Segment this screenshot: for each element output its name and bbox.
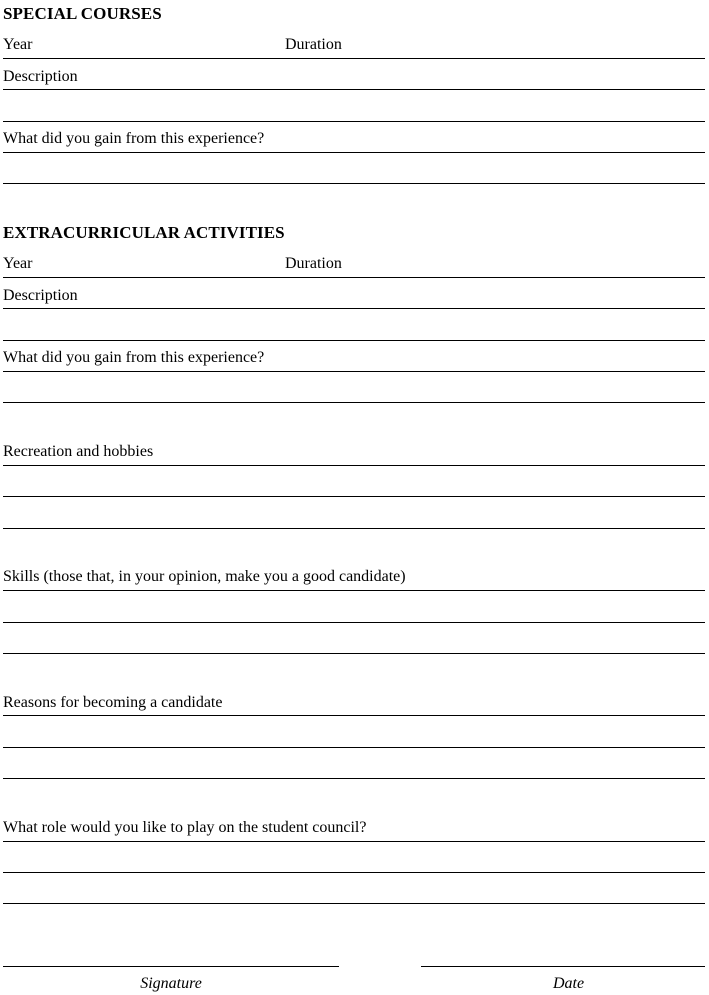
extracurricular-description-label: Description <box>3 287 78 304</box>
special-courses-heading: SPECIAL COURSES <box>3 4 162 23</box>
date-line[interactable] <box>421 966 705 967</box>
recreation-line-3[interactable] <box>3 528 705 529</box>
special-courses-description-label: Description <box>3 68 78 85</box>
role-line-3[interactable] <box>3 903 705 904</box>
extracurricular-gain-label: What did you gain from this experience? <box>3 349 265 366</box>
special-courses-gain-label: What did you gain from this experience? <box>3 130 265 147</box>
skills-line-3[interactable] <box>3 653 705 654</box>
role-line-2[interactable] <box>3 872 705 873</box>
special-courses-duration-label: Duration <box>285 36 342 53</box>
extracurricular-year-label: Year <box>3 255 33 272</box>
signature-caption: Signature <box>140 975 202 992</box>
role-label: What role would you like to play on the student council? <box>3 819 367 836</box>
recreation-line-1[interactable] <box>3 465 705 466</box>
date-caption: Date <box>552 975 585 992</box>
special-courses-gain-line-2[interactable] <box>3 183 705 184</box>
special-courses-year-label: Year <box>3 36 33 53</box>
extracurricular-duration-label: Duration <box>285 255 342 272</box>
recreation-label: Recreation and hobbies <box>3 443 154 460</box>
special-courses-description-line-1[interactable] <box>3 89 705 90</box>
extracurricular-gain-line-2[interactable] <box>3 402 705 403</box>
reasons-line-3[interactable] <box>3 778 705 779</box>
special-courses-gain-line-1[interactable] <box>3 152 705 153</box>
extracurricular-description-line-2[interactable] <box>3 340 705 341</box>
extracurricular-gain-line-1[interactable] <box>3 371 705 372</box>
reasons-line-2[interactable] <box>3 747 705 748</box>
skills-label: Skills (those that, in your opinion, make you a good candidate) <box>3 568 406 585</box>
extracurricular-heading: EXTRACURRICULAR ACTIVITIES <box>3 223 285 242</box>
skills-line-1[interactable] <box>3 590 705 591</box>
reasons-line-1[interactable] <box>3 715 705 716</box>
role-line-1[interactable] <box>3 841 705 842</box>
skills-line-2[interactable] <box>3 622 705 623</box>
extracurricular-description-line-1[interactable] <box>3 308 705 309</box>
signature-line[interactable] <box>3 966 339 967</box>
special-courses-description-line-2[interactable] <box>3 121 705 122</box>
special-courses-year-duration-line[interactable] <box>3 58 705 59</box>
recreation-line-2[interactable] <box>3 496 705 497</box>
extracurricular-year-duration-line[interactable] <box>3 277 705 278</box>
reasons-label: Reasons for becoming a candidate <box>3 694 223 711</box>
